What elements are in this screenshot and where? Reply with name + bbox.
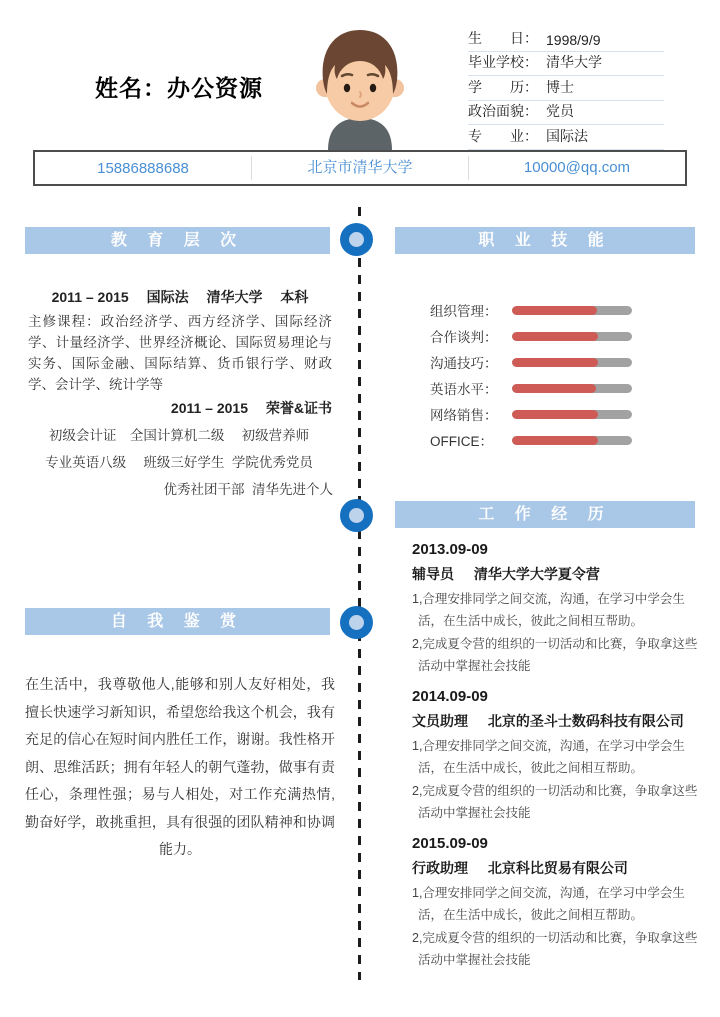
section-title-education: 教 育 层 次: [25, 227, 330, 254]
section-title-experience: 工 作 经 历: [395, 501, 695, 528]
job-company: 北京的圣斗士数码科技有限公司: [487, 713, 684, 729]
skill-row: [430, 355, 645, 369]
job-position: 辅导员: [412, 566, 454, 582]
info-value: 党员: [546, 103, 574, 119]
skill-label: 英语水平：: [430, 382, 498, 397]
info-label: 生 日：: [468, 29, 538, 46]
job-position: 行政助理: [412, 860, 468, 876]
skill-row: [430, 329, 645, 343]
skill-progress-bar: [512, 306, 632, 315]
honor-line: 初级会计证 全国计算机二级 初级营养师: [48, 428, 310, 443]
job-entry: [412, 835, 704, 971]
job-date: 2013.09-09: [412, 541, 488, 558]
info-label: 学 历：: [468, 78, 538, 95]
skill-progress-bar: [512, 332, 632, 341]
job-title: [412, 858, 704, 878]
info-label: 专 业：: [468, 127, 538, 144]
education-honors-title: 2011 – 2015 荣誉&证书: [170, 400, 332, 416]
info-value: 博士: [546, 78, 574, 95]
job-entry: [412, 688, 704, 824]
section-title-skills: 职 业 技 能: [395, 227, 695, 254]
job-date: 2014.09-09: [412, 688, 488, 705]
job-company: 清华大学大学夏令营: [473, 566, 600, 582]
skills-list: [430, 303, 645, 459]
education-honors-list: [25, 422, 333, 503]
skill-progress-bar: [512, 358, 632, 367]
info-label: 政治面貌：: [468, 103, 538, 119]
skill-progress-bar: [512, 410, 632, 419]
skill-label: 合作谈判：: [430, 330, 498, 345]
timeline-dot-icon: [340, 223, 373, 256]
job-company: 北京科比贸易有限公司: [487, 860, 628, 876]
job-bullet: 2,完成夏令营的组织的一切活动和比赛，争取拿这些活动中掌握社会技能: [412, 931, 698, 967]
skill-label: 网络销售：: [430, 408, 498, 423]
info-value: 国际法: [546, 127, 588, 144]
info-label: 毕业学校：: [468, 54, 538, 70]
info-row-political: [468, 101, 664, 126]
contact-email: 10000@qq.com: [468, 156, 685, 180]
skill-row: [430, 433, 645, 447]
skill-row: [430, 381, 645, 395]
info-row-school: [468, 52, 664, 77]
personal-info-list: [468, 27, 664, 150]
avatar: [300, 24, 420, 150]
skill-row: [430, 407, 645, 421]
job-bullet: 1,合理安排同学之间交流，沟通，在学习中学会生活，在生活中成长，彼此之间相互帮助。: [412, 739, 685, 775]
job-title: [412, 711, 704, 731]
honor-line: 优秀社团干部 清华先进个人: [163, 482, 333, 497]
contact-bar: [33, 150, 687, 186]
education-courses: 主修课程：政治经济学、西方经济学、国际经济学、计量经济学、世界经济概论、国际贸易理论与实务、国际金融、国际结算、货币银行学、财政学、会计学、统计学等: [28, 314, 332, 392]
timeline-dot-icon: [340, 606, 373, 639]
info-value: 1998/9/9: [546, 31, 601, 48]
job-date: 2015.09-09: [412, 835, 488, 852]
timeline-dashed-line: [358, 207, 361, 980]
info-row-major: [468, 125, 664, 150]
section-title-self-assessment: 自 我 鉴 赏: [25, 608, 330, 635]
contact-phone: 15886888688: [97, 159, 189, 177]
skill-label: OFFICE：: [430, 434, 493, 449]
cartoon-boy-icon: [300, 24, 420, 150]
job-bullet: 2,完成夏令营的组织的一切活动和比赛，争取拿这些活动中掌握社会技能: [412, 784, 698, 820]
info-row-birthday: [468, 27, 664, 52]
job-bullet: 1,合理安排同学之间交流，沟通，在学习中学会生活，在生活中成长，彼此之间相互帮助。: [412, 592, 685, 628]
skill-label: 组织管理：: [430, 304, 498, 319]
education-degree-line: 2011 – 2015 国际法 清华大学 本科: [51, 289, 309, 305]
honor-line: 专业英语八级 班级三好学生 学院优秀党员: [45, 455, 313, 470]
job-bullet: 2,完成夏令营的组织的一切活动和比赛，争取拿这些活动中掌握社会技能: [412, 637, 698, 673]
contact-address: 北京市清华大学: [251, 156, 468, 180]
experience-list: [412, 541, 704, 982]
person-name: 姓名：办公资源: [95, 75, 263, 101]
timeline-dot-icon: [340, 499, 373, 532]
info-value: 清华大学: [546, 54, 602, 70]
info-row-degree: [468, 76, 664, 101]
skill-progress-bar: [512, 436, 632, 445]
skill-row: [430, 303, 645, 317]
job-position: 文员助理: [412, 713, 468, 729]
job-entry: [412, 541, 704, 677]
skill-label: 沟通技巧：: [430, 356, 498, 371]
job-title: [412, 564, 704, 584]
skill-progress-bar: [512, 384, 632, 393]
self-assessment-text: 在生活中，我尊敬他人,能够和别人友好相处，我擅长快速学习新知识，希望您给我这个机会，我有充足的信心在短时间内胜任工作，谢谢。我性格开朗、思维活跃；拥有年轻人的朝气蓬勃，做事有责任心，条理性强；易与人相处，对工作充满热情,勤奋好学，敢挑重担，具有很强的团队精神和协调能力。: [25, 676, 335, 857]
job-bullet: 1,合理安排同学之间交流，沟通，在学习中学会生活，在生活中成长，彼此之间相互帮助。: [412, 886, 685, 922]
